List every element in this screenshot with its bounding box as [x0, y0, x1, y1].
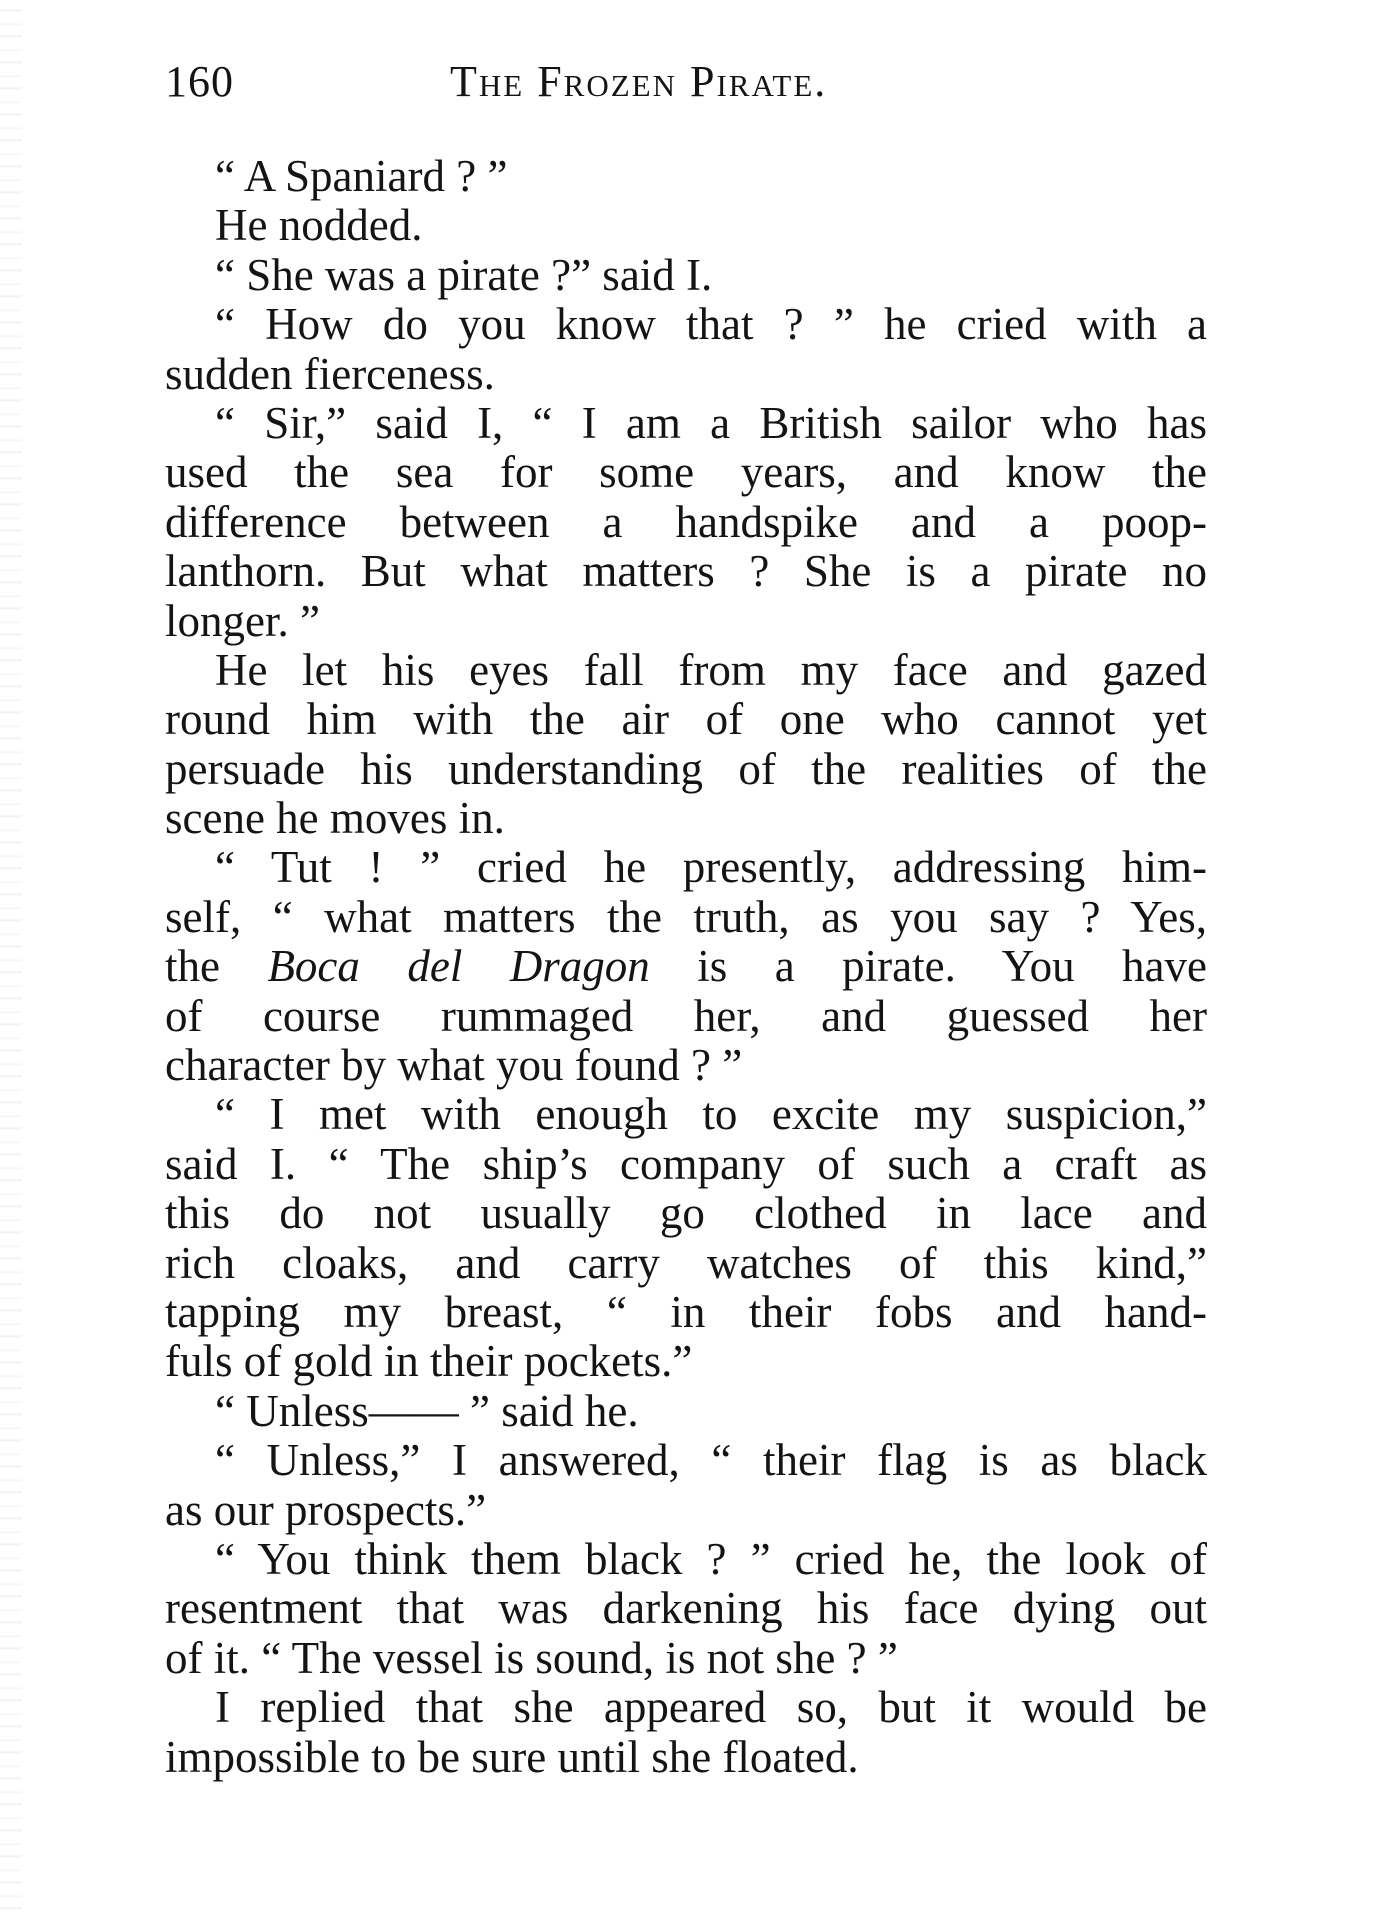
text-line: as our prospects.” [165, 1485, 487, 1535]
running-header [165, 52, 1205, 112]
text-line: scene he moves in. [165, 794, 505, 844]
text-line: impossible to be sure until she floated. [165, 1732, 859, 1782]
text-line: fuls of gold in their pockets.” [165, 1337, 693, 1387]
text-line: rich cloaks, and carry watches of this kind,” [165, 1238, 1207, 1288]
text-line: of it. “ The vessel is sound, is not she ? ” [165, 1633, 898, 1683]
text-line: sudden fierceness. [165, 349, 495, 399]
text-line: “ A Spaniard ? ” [215, 152, 508, 201]
text-line: persuade his understanding of the realities of the [165, 744, 1207, 794]
ship-name-italic: Boca del Dragon [267, 942, 650, 992]
text-line: used the sea for some years, and know the [165, 448, 1207, 498]
page-gutter-edge [0, 0, 22, 1916]
body-text [165, 152, 1207, 1782]
text-line: difference between a handspike and a poop- [165, 497, 1207, 547]
text-line: “ Sir,” said I, “ I am a British sailor who has [215, 398, 1207, 448]
text-line: round him with the air of one who cannot yet [165, 695, 1207, 745]
text-line: lanthorn. But what matters ? She is a pirate no [165, 547, 1207, 597]
page-number: 160 [165, 57, 234, 106]
text-line: “ Unless—— ” said he. [215, 1386, 639, 1436]
text-line: “ How do you know that ? ” he cried with a [215, 300, 1207, 350]
text-line: He let his eyes fall from my face and gazed [215, 645, 1207, 695]
text-line: resentment that was darkening his face dying out [165, 1584, 1207, 1634]
text-line: longer. ” [165, 596, 320, 646]
text-line-segment: the [165, 942, 268, 992]
text-line: “ I met with enough to excite my suspicion,” [215, 1090, 1207, 1140]
text-line: character by what you found ? ” [165, 1041, 743, 1091]
text-line: “ She was a pirate ?” said I. [215, 250, 713, 300]
text-line [165, 942, 1207, 991]
text-line: of course rummaged her, and guessed her [165, 991, 1207, 1041]
text-line: this do not usually go clothed in lace and [165, 1189, 1207, 1239]
text-line-segment: is a pirate. You have [649, 942, 1207, 992]
text-line: self, “ what matters the truth, as you say ? Yes, [165, 892, 1207, 942]
text-line: “ Unless,” I answered, “ their flag is as black [215, 1436, 1207, 1486]
text-line: said I. “ The ship’s company of such a craft as [165, 1139, 1207, 1189]
text-line: I replied that she appeared so, but it would be [215, 1683, 1207, 1733]
text-line: “ Tut ! ” cried he presently, addressing him- [215, 843, 1207, 893]
text-line: tapping my breast, “ in their fobs and hand- [165, 1287, 1207, 1337]
running-title: The Frozen Pirate. [450, 57, 828, 106]
text-line: “ You think them black ? ” cried he, the look of [215, 1534, 1207, 1584]
text-line: He nodded. [215, 201, 423, 251]
